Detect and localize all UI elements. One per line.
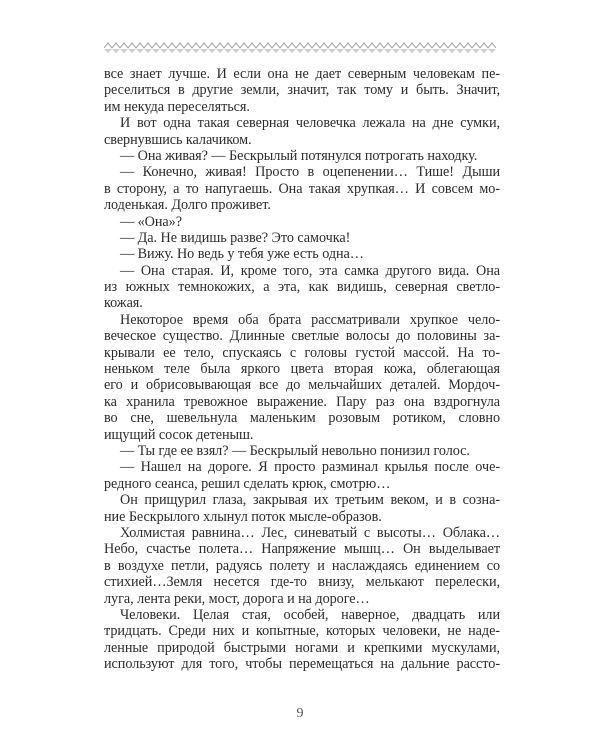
text-line: И вот одна такая северная человечка лежала на дне сумки,	[120, 115, 500, 132]
ornament-triangle	[400, 49, 408, 53]
text-line: им некуда переселяться.	[104, 98, 250, 115]
text-line: — Да. Не видишь разве? Это самочка!	[120, 229, 351, 246]
ornament-triangle	[272, 49, 280, 53]
text-line: лоденькая. Долго проживет.	[104, 197, 271, 214]
ornament-triangle	[472, 49, 480, 53]
ornament-triangle	[168, 49, 176, 53]
ornament-triangle	[432, 49, 440, 53]
ornament-triangle	[352, 49, 360, 53]
ornament-triangle	[192, 49, 200, 53]
ornament-triangle	[440, 49, 448, 53]
text-line: в воздухе петли, радуясь полету и наслаждаясь единением со	[104, 557, 500, 574]
ornament-triangle	[184, 49, 192, 53]
ornament-triangle	[256, 49, 264, 53]
text-line: ние Бескрылого хлынул поток мысле-образов.	[104, 508, 382, 525]
text-line: — «Она»?	[120, 213, 182, 230]
ornament-triangle	[280, 49, 288, 53]
ornament-triangle	[296, 49, 304, 53]
text-line: ленные природой быстрыми ногами и крепкими мускулами,	[104, 639, 500, 656]
ornament-triangle	[456, 49, 464, 53]
ornament-triangle	[360, 49, 368, 53]
ornament-triangle	[176, 49, 184, 53]
ornament-triangle	[232, 49, 240, 53]
ornament-triangle	[224, 49, 232, 53]
text-line: его и обрисовывающая все до мельчайших деталей. Мордоч-	[104, 377, 500, 394]
text-line: используют для того, чтобы перемещаться на дальние рассто-	[104, 656, 500, 673]
ornament-triangle	[448, 49, 456, 53]
ornament-triangle	[424, 49, 432, 53]
text-line: Он прищурил глаза, закрывая их третьим веком, и в созна-	[120, 492, 500, 509]
ornament-triangle	[216, 49, 224, 53]
ornament-divider	[104, 42, 496, 54]
ornament-triangle	[384, 49, 392, 53]
ornament-triangle	[312, 49, 320, 53]
text-line: в сторону, а то напугаешь. Она такая хрупкая… И совсем мо-	[104, 180, 500, 197]
ornament-triangle	[464, 49, 472, 53]
ornament-triangle	[408, 49, 416, 53]
text-line: — Ты где ее взял? — Бескрылый невольно понизил голос.	[120, 442, 470, 459]
text-line: из южных темнокожих, а эта, как видишь, северная светло-	[104, 279, 500, 296]
text-line: неньком теле была яркого цвета вторая кожа, облегающая	[104, 361, 500, 378]
ornament-triangle	[104, 49, 112, 53]
ornament-triangle	[136, 49, 144, 53]
ornament-triangle	[248, 49, 256, 53]
ornament-triangle	[320, 49, 328, 53]
text-line: луга, лента реки, мост, дорога и на дороге…	[104, 590, 370, 607]
ornament-triangle	[344, 49, 352, 53]
ornament-triangle	[416, 49, 424, 53]
page-number: 9	[296, 706, 304, 721]
ornament-triangle	[200, 49, 208, 53]
text-line: ищущий сосок детеныш.	[104, 426, 254, 443]
text-line: кожая.	[104, 295, 143, 312]
body-text	[104, 66, 500, 672]
text-line: свернувшись калачиком.	[104, 131, 252, 148]
text-line: редного сеанса, решил сделать крюк, смотрю…	[104, 475, 391, 492]
text-line: Небо, счастье полета… Напряжение мышц… Он выделывает	[104, 541, 500, 558]
ornament-triangle	[392, 49, 400, 53]
ornament-triangle	[264, 49, 272, 53]
text-line: стихией…Земля несется где-то внизу, мелькают перелески,	[104, 574, 500, 591]
ornament-triangle	[304, 49, 312, 53]
ornament-triangle	[160, 49, 168, 53]
text-line: — Конечно, живая! Просто в оцепенении… Тише! Дыши	[120, 164, 500, 181]
ornament-triangle	[152, 49, 160, 53]
text-line: — Она живая? — Бескрылый потянулся потрогать находку.	[120, 147, 478, 164]
text-line: тридцать. Среди них и копытные, которых человеки, не наде-	[104, 623, 500, 640]
text-line: Человеки. Целая стая, особей, наверное, двадцать или	[120, 606, 500, 623]
ornament-triangle	[488, 49, 496, 53]
ornament-triangle	[480, 49, 488, 53]
ornament-triangle	[336, 49, 344, 53]
ornament-triangle	[328, 49, 336, 53]
text-line: крывали ее тело, спускаясь с головы густой массой. На то-	[104, 344, 500, 361]
ornament-zigzag	[104, 43, 496, 48]
text-line: реселиться в другие земли, значит, так тому и быть. Значит,	[104, 82, 500, 99]
ornament-triangle	[240, 49, 248, 53]
text-line: веческое существо. Длинные светлые волосы до половины за-	[104, 328, 500, 345]
ornament-triangle	[112, 49, 120, 53]
text-line: — Нашел на дороге. Я просто разминал крылья после оче-	[120, 459, 500, 476]
text-line: во сне, шевельнула маленьким розовым ротиком, словно	[104, 410, 500, 427]
text-line: — Она старая. И, кроме того, эта самка другого вида. Она	[120, 262, 500, 279]
text-line: все знает лучше. И если она не дает северным человекам пе-	[104, 66, 500, 82]
text-line: Некоторое время оба брата рассматривали хрупкое чело-	[120, 311, 500, 328]
ornament-triangle	[368, 49, 376, 53]
ornament-triangle	[128, 49, 136, 53]
ornament-triangle	[288, 49, 296, 53]
text-line: — Вижу. Но ведь у тебя уже есть одна…	[120, 246, 364, 263]
ornament-triangle	[120, 49, 128, 53]
text-line: ка хранила тревожное выражение. Пару раз она вздрогнула	[104, 393, 500, 410]
text-line: Холмистая равнина… Лес, синеватый с высоты… Облака…	[120, 524, 500, 541]
ornament-triangle	[144, 49, 152, 53]
ornament-triangle	[376, 49, 384, 53]
ornament-triangle	[208, 49, 216, 53]
